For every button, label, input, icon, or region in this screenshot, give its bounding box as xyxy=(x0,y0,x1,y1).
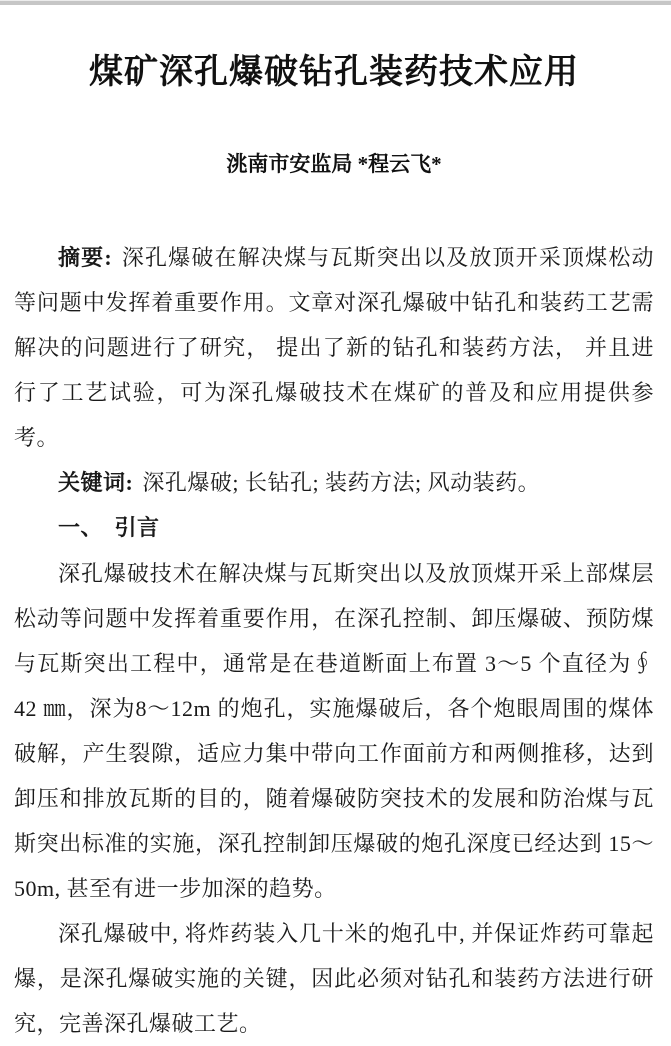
keywords-text: 深孔爆破; 长钻孔; 装药方法; 风动装药。 xyxy=(142,470,541,495)
abstract-text: 深孔爆破在解决煤与瓦斯突出以及放顶开采顶煤松动等问题中发挥着重要作用。文章对深孔爆破中钻孔和装药工艺需解决的问题进行了研究， 提出了新的钻孔和装药方法， 并且进行了工艺试验，可为深孔爆破技术在煤矿的普及和应用提供参考。 xyxy=(14,245,654,450)
section-heading-introduction: 一、 引言 xyxy=(58,515,160,540)
abstract-paragraph xyxy=(14,235,654,460)
introduction-paragraph-2: 深孔爆破中, 将炸药装入几十米的炮孔中, 并保证炸药可靠起爆，是深孔爆破实施的关键，因此必须对钻孔和装药方法进行研究，完善深孔爆破工艺。 xyxy=(14,921,654,1036)
introduction-paragraph-1: 深孔爆破技术在解决煤与瓦斯突出以及放顶煤开采上部煤层松动等问题中发挥着重要作用，在深孔控制、卸压爆破、预防煤与瓦斯突出工程中，通常是在巷道断面上布置 3～5 个直径为∮ 42 ㎜，深为8～12m 的炮孔，实施爆破后，各个炮眼周围的煤体破解，产生裂隙，适应力集中带向工作面前方和两侧推移，达到卸压和排放瓦斯的目的，随着爆破防突技术的发展和防治煤与瓦斯突出标准的实施，深孔控制卸压爆破的炮孔深度已经达到 15～50m, 甚至有进一步加深的趋势。 xyxy=(14,561,654,901)
document-title: 煤矿深孔爆破钻孔装药技术应用 xyxy=(89,54,579,91)
abstract-label: 摘要: xyxy=(58,245,113,270)
keywords-label: 关键词: xyxy=(58,470,134,495)
author-line: 洮南市安监局 *程云飞* xyxy=(226,152,442,176)
page-top-border xyxy=(0,0,671,5)
keywords-paragraph xyxy=(14,460,654,505)
document-page xyxy=(0,49,671,1046)
